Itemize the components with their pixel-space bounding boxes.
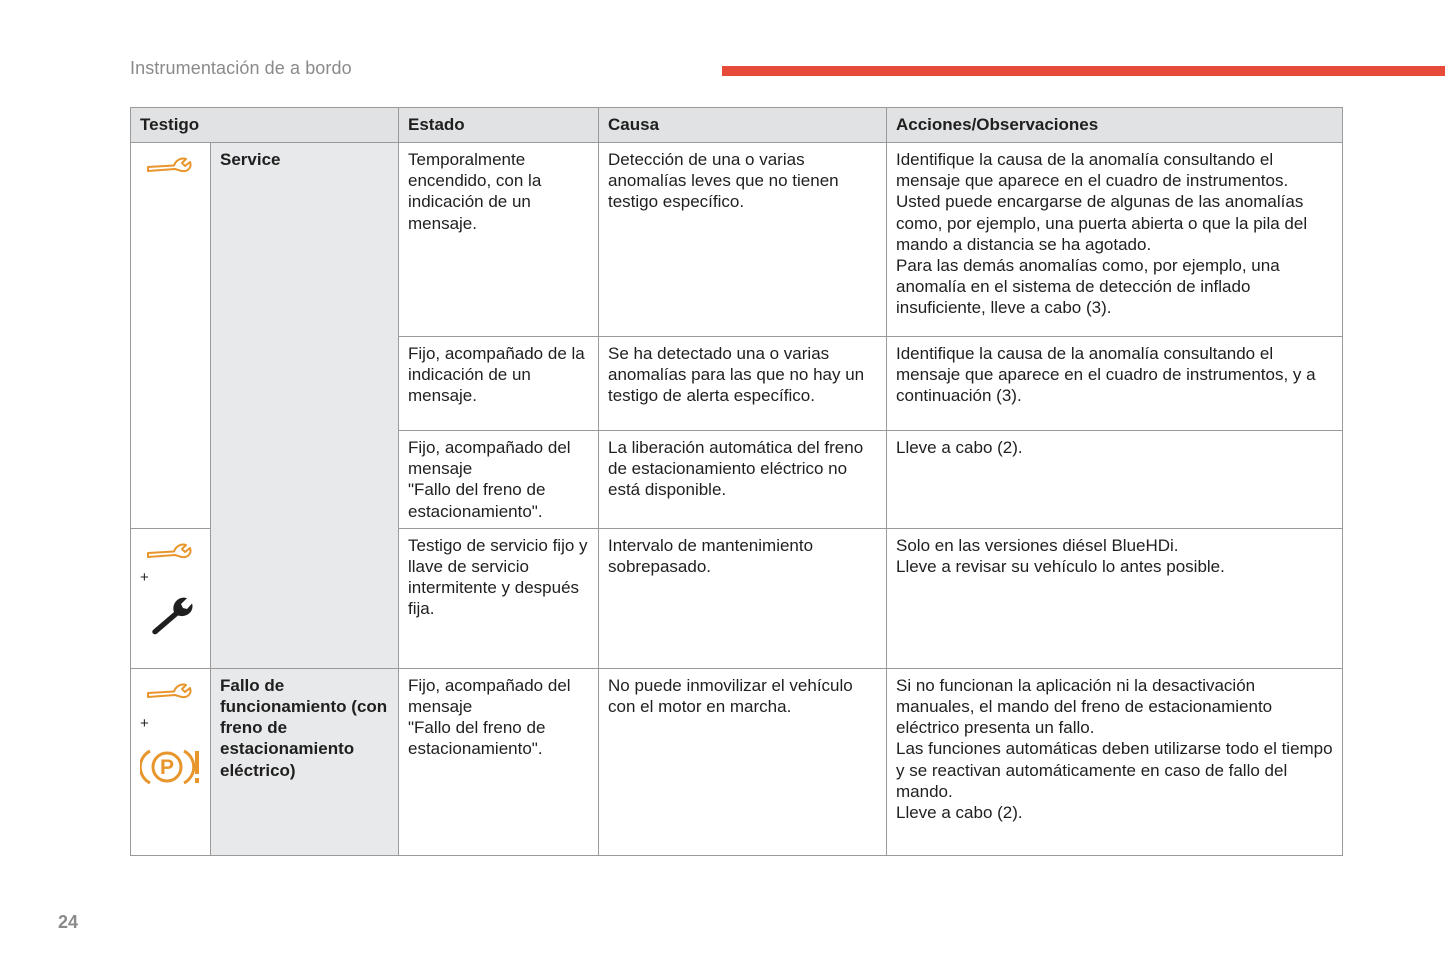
parking-brake-fault-icon [140, 747, 204, 787]
page-number: 24 [58, 912, 79, 932]
section-accent-bar [722, 66, 1445, 76]
maintenance-key-icon [148, 593, 194, 635]
header-estado: Estado [399, 108, 599, 143]
service-row3-estado-1: Fijo, acompañado del mensaje [408, 438, 571, 479]
parking-brake-acciones [887, 668, 1343, 855]
table-row [131, 668, 1343, 855]
parking-brake-causa: No puede inmovilizar el vehículo con el motor en marcha. [599, 668, 887, 855]
service-row4-causa: Intervalo de mantenimiento sobrepasado. [599, 528, 887, 668]
parking-brake-estado-2: "Fallo del freno de estacionamiento". [408, 718, 546, 759]
table-row [131, 143, 1343, 337]
parking-brake-estado [399, 668, 599, 855]
parking-brake-name-cell: Fallo de funcionamiento (con freno de estacionamiento eléctrico) [211, 668, 399, 855]
service-wrench-icon [144, 675, 198, 703]
service-row4-accion-2: Lleve a revisar su vehículo lo antes posible. [896, 557, 1225, 577]
service-row1-estado: Temporalmente encendido, con la indicación de un mensaje. [399, 143, 599, 337]
service-row1-acciones [887, 143, 1343, 337]
service-row2-acciones: Identifique la causa de la anomalía consultando el mensaje que aparece en el cuadro de instrumentos, y a continuación (3). [887, 337, 1343, 431]
service-row3-causa: La liberación automática del freno de estacionamiento eléctrico no está disponible. [599, 431, 887, 529]
plus-sign: + [140, 714, 149, 732]
parking-brake-icon-cell [131, 668, 211, 855]
service-name-cell: Service [211, 143, 399, 669]
header-testigo: Testigo [131, 108, 399, 143]
service-icon-cell [131, 143, 211, 529]
header-acciones: Acciones/Observaciones [887, 108, 1343, 143]
section-title: Instrumentación de a bordo [130, 58, 352, 78]
service-row3-estado [399, 431, 599, 529]
service-row4-estado: Testigo de servicio fijo y llave de servicio intermitente y después fija. [399, 528, 599, 668]
header-causa: Causa [599, 108, 887, 143]
service-row4-acciones [887, 528, 1343, 668]
parking-brake-accion-1: Si no funcionan la aplicación ni la desactivación manuales, el mando del freno de estacionamiento eléctrico presenta un fallo. [896, 675, 1273, 738]
plus-sign: + [140, 568, 149, 586]
warning-lights-table [130, 107, 1343, 856]
service-row2-estado: Fijo, acompañado de la indicación de un mensaje. [399, 337, 599, 431]
service-row4-accion-1: Solo en las versiones diésel BlueHDi. [896, 535, 1179, 555]
service-row1-accion-2: Usted puede encargarse de algunas de las anomalías como, por ejemplo, una puerta abierta o que la pila del mando a distancia se ha agotado. [896, 192, 1308, 254]
service-row3-acciones: Lleve a cabo (2). [887, 431, 1343, 529]
service-wrench-icon [144, 535, 198, 563]
service-key-icon-cell [131, 528, 211, 668]
service-row3-estado-2: "Fallo del freno de estacionamiento". [408, 480, 546, 521]
service-row1-accion-3: Para las demás anomalías como, por ejemplo, una anomalía en el sistema de detección de inflado insuficiente, lleve a cabo (3). [896, 256, 1280, 318]
parking-brake-estado-1: Fijo, acompañado del mensaje [408, 675, 571, 717]
service-row1-accion-1: Identifique la causa de la anomalía consultando el mensaje que aparece en el cuadro de instrumentos. [896, 150, 1289, 191]
table-header-row [131, 108, 1343, 143]
service-row1-causa: Detección de una o varias anomalías leves que no tienen testigo específico. [599, 143, 887, 337]
service-wrench-icon [144, 149, 198, 177]
svg-text:P: P [159, 755, 175, 779]
parking-brake-accion-2: Las funciones automáticas deben utilizarse todo el tiempo y se reactivan automáticamente en caso de fallo del mando. [896, 739, 1333, 801]
parking-brake-accion-3: Lleve a cabo (2). [896, 803, 1023, 823]
service-row2-causa: Se ha detectado una o varias anomalías para las que no hay un testigo de alerta específico. [599, 337, 887, 431]
